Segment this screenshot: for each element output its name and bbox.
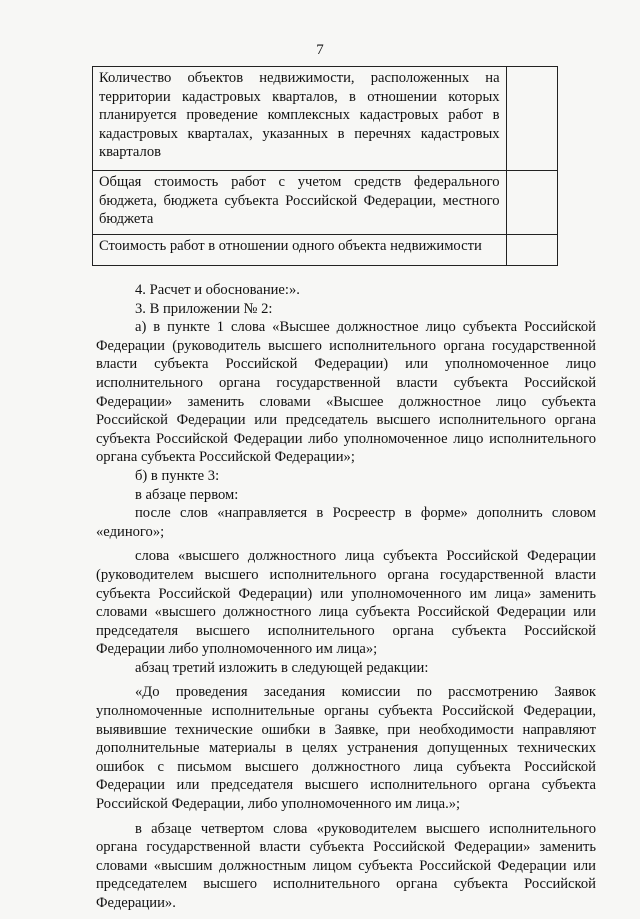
page-number: 7 <box>316 42 324 58</box>
paragraph: абзац третий изложить в следующей редакции: <box>135 659 429 676</box>
table-row <box>93 67 558 171</box>
paragraph: 4. Расчет и обоснование:». <box>135 282 300 298</box>
paragraph: б) в пункте 3: <box>135 467 220 484</box>
table-cell-value <box>506 171 557 235</box>
table-cell-value <box>506 235 557 266</box>
document-body <box>96 281 596 913</box>
table-row <box>93 171 558 235</box>
requirements-table <box>92 66 558 266</box>
paragraph: в абзаце первом: <box>135 486 239 503</box>
paragraph: слова «высшего должностного лица субъекта Российской Федерации (руководителем высшего исполнительного органа государственной власти субъекта Российской Федерации) или уполномоченного им лица» заменить словами «высшего должностного лица субъекта Российской Федерации или председателя высшего исполнительного органа субъекта Российской Федерации либо уполномоченного им лица»; <box>96 548 596 658</box>
table-row <box>93 235 558 266</box>
table-cell-label: Общая стоимость работ с учетом средств федерального бюджета, бюджета субъекта Российской Федерации, местного бюджета <box>93 171 507 235</box>
paragraph: а) в пункте 1 слова «Высшее должностное лицо субъекта Российской Федерации (руководитель высшего исполнительного органа государственной власти субъекта Российской Федерации) или уполномоченное лицо исполнительного органа государственной власти субъекта Российской Федерации» заменить словами «Высшее должностное лицо субъекта Российской Федерации или председатель высшего исполнительного органа субъекта Российской Федерации либо уполномоченное лицо исполнительного органа субъекта Российской Федерации»; <box>96 319 596 466</box>
table-cell-label: Стоимость работ в отношении одного объекта недвижимости <box>93 235 507 266</box>
table-cell-label: Количество объектов недвижимости, расположенных на территории кадастровых кварталов, в отношении которых планируется проведение комплексных кадастровых работ в кадастровых кварталах, указанных в перечнях кадастровых кварталов <box>93 67 507 171</box>
paragraph: 3. В приложении № 2: <box>135 300 273 317</box>
paragraph: после слов «направляется в Росреестр в форме» дополнить словом «единого»; <box>96 505 596 540</box>
paragraph: в абзаце четвертом слова «руководителем высшего исполнительного органа государственной власти субъекта Российской Федерации» заменить словами «высшим должностным лицом субъекта Российской Федерации или председателем высшего исполнительного органа субъекта Российской Федерации». <box>96 820 596 911</box>
paragraph: «До проведения заседания комиссии по рассмотрению Заявок уполномоченные исполнительные органы субъекта Российской Федерации, выявившие технические ошибки в Заявке, при необходимости направляют дополнительные материалы в целях устранения допущенных технических ошибок с письмом высшего должностного лица субъекта Российской Федерации или председателя высшего исполнительного органа субъекта Российской Федерации, либо уполномоченного им лица.»; <box>96 684 596 813</box>
table-cell-value <box>506 67 557 171</box>
